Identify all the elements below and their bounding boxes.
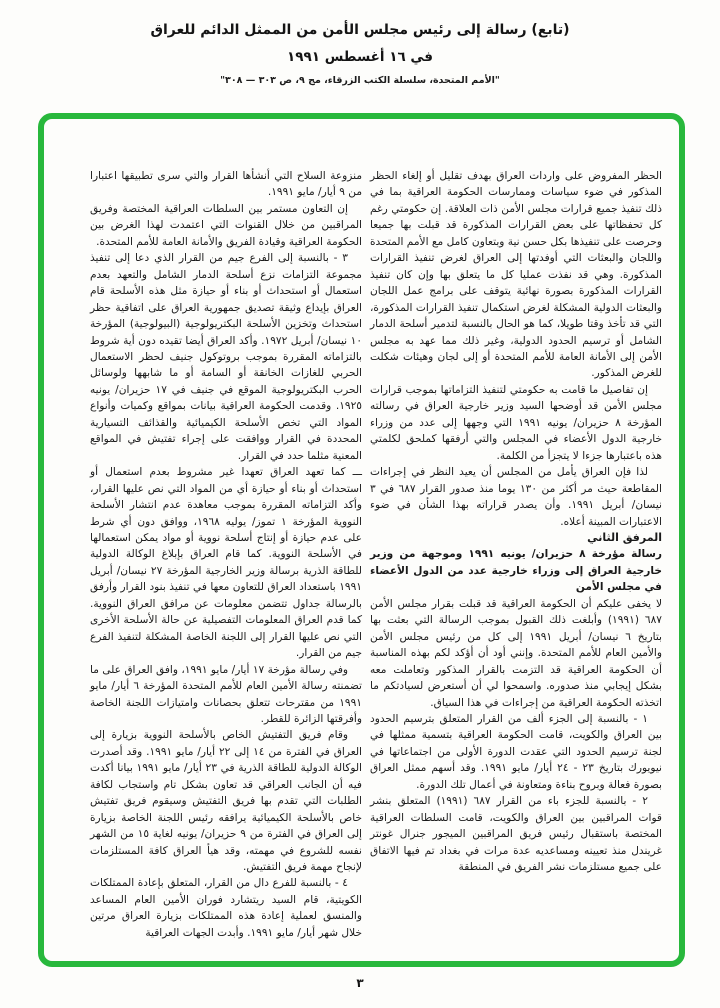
paragraph: ٣ - بالنسبة إلى الفرع جيم من القرار الذي دعا إلى تنفيذ مجموعة التزامات نزع أسلحة الدمار الشامل والتعهد بعدم استعمال أو استحداث أو بناء أو حيازة مثل هذه الأسلحة قام العراق بإيداع وثيقة تصديق جمهورية العراق على اتفاقية حظر استحداث وتخزين الأسلحة البكتريولوجية (البيولوجية) المؤرخة ١٠ نيسان/ أبريل ١٩٧٢. وأكد العراق أيضا تقيده دون أية شروط بالتزاماته المقررة بموجب بروتوكول جنيف لحظر الاستعمال الحربي للغازات الخانقة أو السامة أو ما شابهها ولوسائل الحرب البكتريولوجية الموقع في جنيف في ١٧ حزيران/ يونيه ١٩٢٥. وقدمت الحكومة العراقية بيانات بمواقع وكميات وأنواع المواد التي تخص الأسلحة الكيميائية والقذائف التسيارية المحددة في القرار ووافقت على إجراء تفتيش في المواقع المعنية مثلما حدد في القرار. bbox=[90, 252, 363, 462]
document-title-date: في ١٦ أغسطس ١٩٩١ bbox=[287, 49, 433, 65]
document-header bbox=[0, 22, 720, 86]
paragraph: لذا فإن العراق يأمل من المجلس أن يعيد النظر في إجراءات المقاطعة حيث مر أكثر من ١٣٠ يوما منذ صدور القرار ٦٨٧ في ٣ نيسان/ أبريل ١٩٩١. وأن يصدر قراراته بهذا الشأن في ضوء الاعتبارات المبينة أعلاه. bbox=[370, 466, 662, 528]
paragraph: إن التعاون مستمر بين السلطات العراقية المختصة وفريق المراقبين من خلال القنوات التي اعتمدت لهذا الغرض بين الحكومة العراقية وقيادة الفريق والأمانة العامة للأمم المتحدة. bbox=[90, 202, 362, 248]
paragraph: إن تفاصيل ما قامت به حكومتي لتنفيذ التزاماتها بموجب قرارات مجلس الأمن قد أوضحها السيد وزير خارجية العراق في رسالته المؤرخة ٨ حزيران/ يونيه ١٩٩١ التي وجهها إلى عدد من وزراء خارجية الدول الأعضاء في المجلس والتي أرفقها كملحق لكلمتي هذه باعتبارها جزءا لا يتجزأ من الكلمة. bbox=[370, 383, 662, 462]
text-column-right bbox=[370, 168, 662, 875]
annex-subheading: رسالة مؤرخة ٨ حزيران/ يونيه ١٩٩١ وموجهة من وزير خارجية العراق إلى وزراء خارجية عدد من الدول الأعضاء في مجلس الأمن bbox=[370, 548, 663, 594]
paragraph: ١ - بالنسبة إلى الجزء ألف من القرار المتعلق بترسيم الحدود بين العراق والكويت، قامت الحكومة العراقية بتسمية ممثلها في لجنة ترسيم الحدود التي عقدت الدورة الأولى من اجتماعاتها في نيويورك بتاريخ ٢٣ - ٢٤ أيار/ مايو ١٩٩١. وقد أسهم ممثل العراق بصورة فعالة وبروح بناءة ومتعاونة في أعمال تلك الدورة. bbox=[370, 712, 663, 791]
paragraph: لا يخفى عليكم أن الحكومة العراقية قد قبلت بقرار مجلس الأمن ٦٨٧ (١٩٩١) وأبلغت ذلك القبول بموجب الرسالة التي بعثت بها بتاريخ ٦ نيسان/ أبريل ١٩٩١ إلى كل من رئيس مجلس الأمن والأمين العام للأمم المتحدة. وإنني أود أن أؤكد لكم بهذه المناسبة أن الحكومة العراقية قد التزمت بالقرار المذكور وتعاملت معه بشكل إيجابي منذ صدوره. واسمحوا لي أن أستعرض لسيادتكم ما اتخذته الحكومة العراقية من إجراءات في هذا السياق. bbox=[370, 597, 662, 709]
document-source-citation: "الأمم المتحدة، سلسلة الكتب الزرقاء، مج ٩، ص ٣٠٣ — ٣٠٨" bbox=[220, 75, 500, 86]
annex-heading: المرفق الثاني bbox=[587, 530, 662, 544]
text-column-left bbox=[90, 168, 362, 941]
paragraph: ٤ - بالنسبة للفرع دال من القرار، المتعلق بإعادة الممتلكات الكويتية، قام السيد ريتشارد فوران الأمين العام المساعد والمنسق لعملية إعادة هذه الممتلكات بزيارة العراق مرتين خلال شهر أيار/ مايو ١٩٩١. وأبدت الجهات العراقية bbox=[90, 877, 362, 939]
page-number: ٣ bbox=[356, 976, 364, 990]
paragraph: وفي رسالة مؤرخة ١٧ أيار/ مايو ١٩٩١، وافق العراق على ما تضمنته رسالة الأمين العام للأمم المتحدة المؤرخة ٦ أيار/ مايو ١٩٩١ من مقترحات تتعلق بحصانات وامتيازات اللجنة الخاصة وأفرقتها الزائرة للقطر. bbox=[90, 663, 362, 725]
paragraph: ٢ - بالنسبة للجزء باء من القرار ٦٨٧ (١٩٩١) المتعلق بنشر قوات المراقبين بين العراق والكويت، قامت السلطات العراقية المختصة باستقبال رئيس فريق المراقبين الميجور جنرال غونتر غريندل منذ تعيينه ومساعديه عدة مرات في بغداد تم فيها الاتفاق على جميع مستلزمات نشر الفريق في المنطقة bbox=[370, 795, 662, 874]
paragraph: منزوعة السلاح التي أنشأها القرار والتي سرى تطبيقها اعتبارا من ٩ أيار/ مايو ١٩٩١. bbox=[90, 170, 362, 199]
document-title-line1: (تابع) رسالة إلى رئيس مجلس الأمن من الممثل الدائم للعراق bbox=[150, 22, 570, 38]
paragraph: الحظر المفروض على واردات العراق بهدف تقليل أو إلغاء الحظر المذكور في ضوء سياسات وممارسات الحكومة العراقية بما في ذلك تنفيذ جميع قرارات مجلس الأمن ذات العلاقة. إن حكومتي رغم كل تحفظاتها على بعض القرارات المذكورة قد قبلت بها جميعا وحرصت على تنفيذها بكل حسن نية وبتعاون كامل مع الأمم المتحدة واللجان والبعثات التي أوفدتها إلى العراق لغرض تنفيذ القرارات المذكورة. وهي قد نفذت عمليا كل ما يتعلق بها وإن كان تنفيذ القرارات المذكورة بصورة نهائية يتوقف على برامج عمل اللجان والبعثات الدولية المشكلة لغرض استكمال تنفيذ القرارات المذكورة، التي قد تأخذ وقتا طويلا، كما هو الحال بالنسبة لتدمير أسلحة الدمار الشامل أو ترسيم الحدود الدولية، وغير ذلك مما عهد به مجلس الأمن إلى الأمانة العامة للأمم المتحدة أو إلى لجان وهيئات شكلت للغرض المذكور. bbox=[370, 170, 662, 380]
paragraph: ـــ كما تعهد العراق تعهدا غير مشروط بعدم استعمال أو استحداث أو بناء أو حيازة أي من المواد التي نص عليها القرار، وأكد التزاماته المقررة بموجب معاهدة عدم انتشار الأسلحة النووية المؤرخة ١ تموز/ يوليه ١٩٦٨، ووافق دون أي شرط على عدم حيازة أو إنتاج أسلحة نووية أو مواد يمكن استعمالها في الأسلحة النووية. كما قام العراق بإبلاغ الوكالة الدولية للطاقة الذرية برسالة وزير الخارجية المؤرخة ٢٧ نيسان/ أبريل ١٩٩١ باستعداد العراق للتعاون معها في تنفيذ بنود القرار وأرفق بالرسالة جداول تتضمن معلومات عن مرافق العراق النووية. كما قدم العراق المعلومات التفصيلية عن حالة الأسلحة الأخرى التي نص عليها القرار إلى اللجنة الخاصة المشكلة لتنفيذ الفرع جيم من القرار. bbox=[90, 466, 362, 660]
paragraph: وقام فريق التفتيش الخاص بالأسلحة النووية بزيارة إلى العراق في الفترة من ١٤ إلى ٢٢ أيار/ مايو ١٩٩١. وقد أصدرت الوكالة الدولية للطاقة الذرية في ٢٣ أيار/ مايو ١٩٩١ بيانا أكدت فيه أن الجانب العراقي قد تعاون بشكل تام واستجاب لكافة الطلبات التي تقدم بها فريق التفتيش وسيقوم فريق تفتيش خاص بالأسلحة الكيميائية يرافقه رئيس اللجنة الخاصة بزيارة إلى العراق في الفترة من ٩ حزيران/ يونيه لغاية ١٥ من الشهر نفسه للشروع في مهمته، وقد هيأ العراق كافة المستلزمات لإنجاح مهمة فريق التفتيش. bbox=[90, 729, 363, 874]
